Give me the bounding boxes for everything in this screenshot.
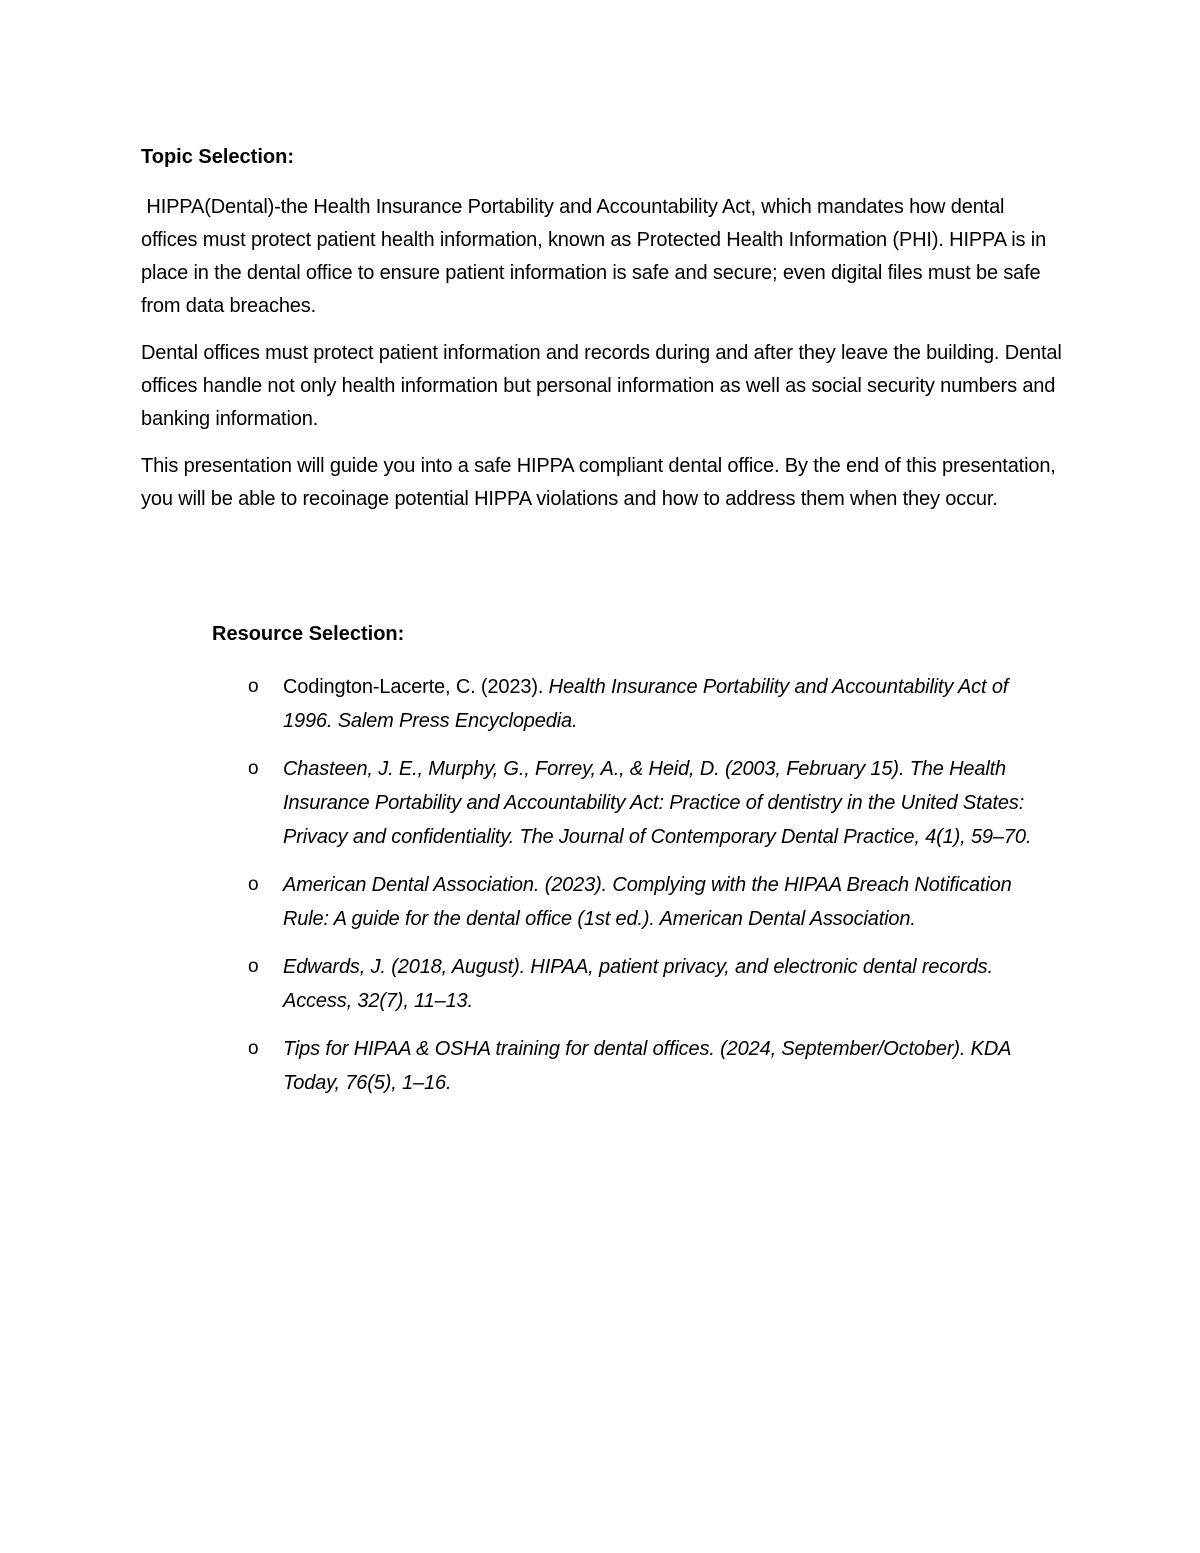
reference-plain-text: Codington-Lacerte, C. (2023).: [283, 676, 549, 698]
reference-italic-text: Tips for HIPAA & OSHA training for dental offices. (2024, September/October). KDA Today, 76(5), 1–16.: [283, 1038, 1011, 1094]
topic-paragraph-1: HIPPA(Dental)-the Health Insurance Portability and Accountability Act, which mandates how dental offices must protect patient health information, known as Protected Health Information (PHI). HIPPA is in place in the dental office to ensure patient information is safe and secure; even digital files must be safe from data breaches.: [141, 196, 1052, 317]
bullet-icon: o: [248, 956, 259, 977]
reference-italic-text: Edwards, J. (2018, August). HIPAA, patient privacy, and electronic dental records. Access, 32(7), 11–13.: [283, 956, 993, 1012]
reference-item: [212, 752, 1062, 854]
topic-paragraph-3: This presentation will guide you into a safe HIPPA compliant dental office. By the end of this presentation, you will be able to recoinage potential HIPPA violations and how to address them when they occur.: [141, 455, 1056, 510]
reference-italic-text: Health Insurance Portability and Accountability Act of 1996. Salem Press Encyclopedia.: [283, 676, 1009, 732]
resource-section: [212, 620, 1062, 1114]
resource-heading: Resource Selection:: [212, 623, 405, 645]
bullet-icon: o: [248, 1038, 259, 1059]
bullet-icon: o: [248, 758, 259, 779]
reference-item: [212, 670, 1062, 738]
reference-item: [212, 1032, 1062, 1100]
topic-section: [141, 143, 1066, 530]
reference-list: [212, 670, 1062, 1100]
bullet-icon: o: [248, 874, 259, 895]
bullet-icon: o: [248, 676, 259, 697]
topic-paragraph-2: Dental offices must protect patient information and records during and after they leave the building. Dental offices handle not only health information but personal information as well as social security numbers and banking information.: [141, 342, 1062, 430]
reference-item: [212, 868, 1062, 936]
reference-italic-text: American Dental Association. (2023). Complying with the HIPAA Breach Notification Rule: A guide for the dental office (1st ed.). American Dental Association.: [283, 874, 1012, 930]
reference-italic-text: Chasteen, J. E., Murphy, G., Forrey, A., & Heid, D. (2003, February 15). The Health Insurance Portability and Accountability Act: Practice of dentistry in the United States: Privacy and confidentiality. The Journal of Contemporary Dental Practice, 4(1), 59–70.: [283, 758, 1032, 848]
reference-item: [212, 950, 1062, 1018]
topic-heading: Topic Selection:: [141, 146, 294, 168]
